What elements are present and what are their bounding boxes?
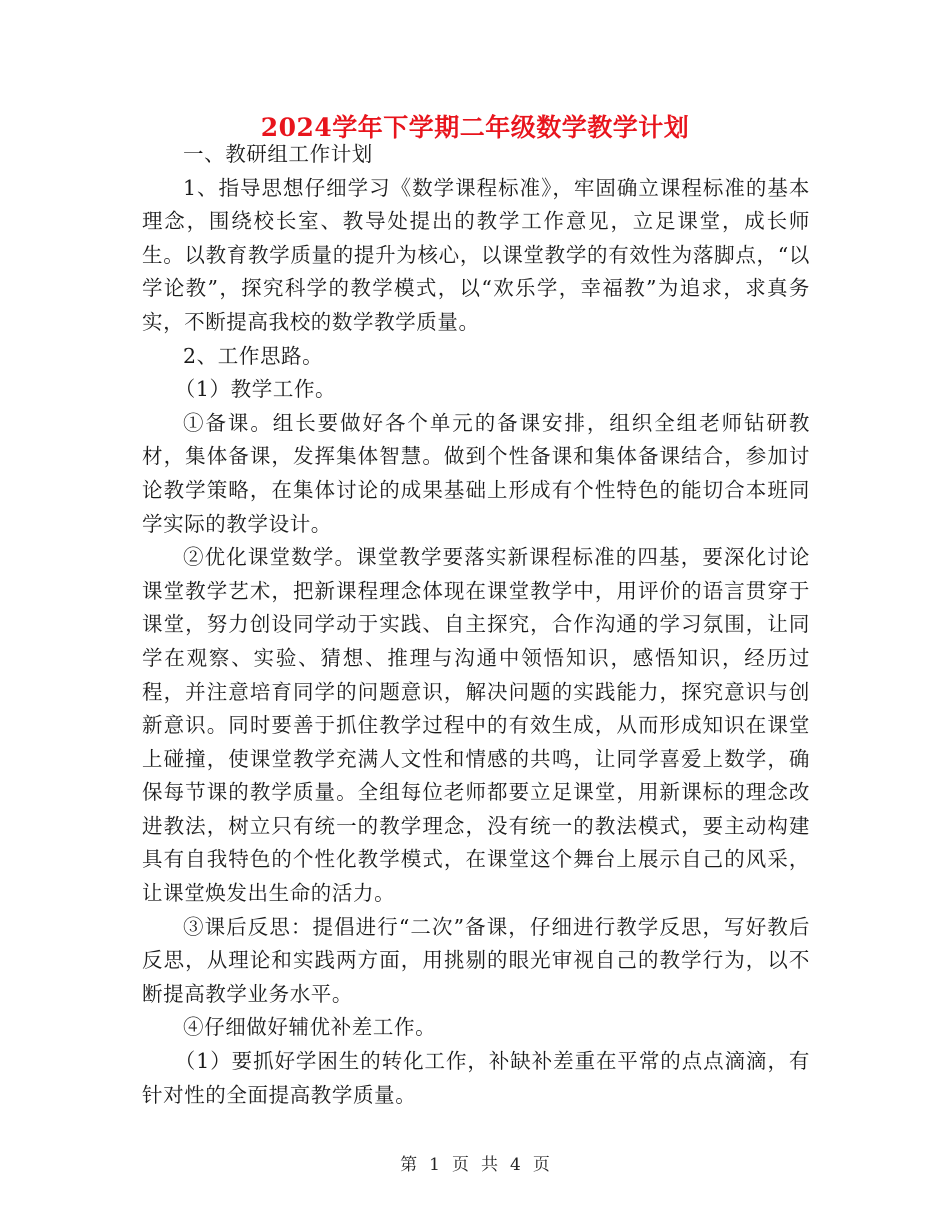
footer-label-ye2: 页 [532, 1155, 550, 1175]
paragraph-teaching-work: （1）教学工作。 [174, 377, 337, 402]
paragraph-guiding-ideology: 1、指导思想仔细学习《数学课程标准》，牢固确立课程标准的基本理念，围绕校长室、教导处提出的教学工作意见，立足课堂，成长师生。以教育教学质量的提升为核心，以课堂教学的有效性为落脚点，“以学论教”，探究科学的教学模式，以“欢乐学，幸福教”为追求，求真务实，不断提高我校的数学教学质量。 [142, 175, 810, 334]
document-body [142, 138, 810, 1112]
footer-total-pages: 4 [510, 1155, 521, 1175]
paragraph-tutoring: ④仔细做好辅优补差工作。 [183, 1015, 437, 1040]
document-title: 2024学年下学期二年级数学教学计划 [260, 113, 690, 142]
footer-label-ye: 页 [452, 1155, 469, 1175]
paragraph-work-approach: 2、工作思路。 [183, 343, 324, 368]
paragraph-optimize-class: ②优化课堂数学。课堂教学要落实新课程标准的四基，要深化讨论课堂教学艺术，把新课程理念体现在课堂教学中，用评价的语言贯穿于课堂，努力创设同学动于实践、自主探究，合作沟通的学习氛围，让同学在观察、实验、猜想、推理与沟通中领悟知识，感悟知识，经历过程，并注意培育同学的问题意识，解决问题的实践能力，探究意识与创新意识。同时要善于抓住教学过程中的有效生成，从而形成知识在课堂上碰撞，使课堂教学充满人文性和情感的共鸣，让同学喜爱上数学，确保每节课的教学质量。全组每位老师都要立足课堂，用新课标的理念改进教法，树立只有统一的教学理念，没有统一的教法模式，要主动构建具有自我特色的个性化教学模式，在课堂这个舞台上展示自己的风采，让课堂焕发出生命的活力。 [142, 545, 810, 906]
paragraph-reflection: ③课后反思：提倡进行“二次”备课，仔细进行教学反思，写好教后反思，从理论和实践两方面，用挑剔的眼光审视自己的教学行为，以不断提高教学业务水平。 [142, 914, 810, 1006]
footer-label-page: 第 [400, 1155, 418, 1175]
section-heading: 一、教研组工作计划 [183, 142, 373, 166]
paragraph-struggling-students: （1）要抓好学困生的转化工作，补缺补差重在平常的点点滴滴，有针对性的全面提高教学质量。 [142, 1049, 810, 1107]
footer-label-total: 共 [481, 1155, 498, 1175]
footer-current-page: 1 [429, 1155, 440, 1175]
paragraph-lesson-prep: ①备课。组长要做好各个单元的备课安排，组织全组老师钻研教材，集体备课，发挥集体智慧。做到个性备课和集体备课结合，参加讨论教学策略，在集体讨论的成果基础上形成有个性特色的能切合本班同学实际的教学设计。 [142, 410, 810, 536]
page-footer [0, 1153, 950, 1177]
